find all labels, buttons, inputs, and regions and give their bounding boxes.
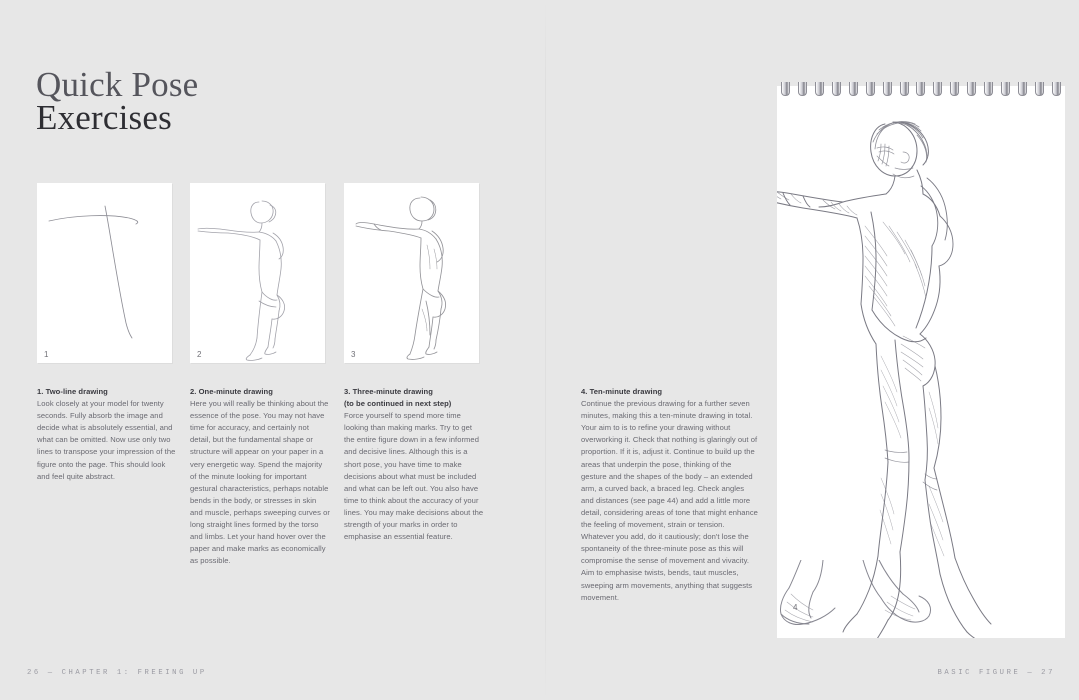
caption-heading-3-continued: (to be continued in next step) bbox=[344, 399, 452, 409]
page-gutter bbox=[545, 0, 546, 700]
thumbnail-panel-2[interactable] bbox=[190, 183, 325, 363]
caption-heading-4: 4. Ten-minute drawing bbox=[581, 387, 663, 396]
panel-number-3: 3 bbox=[351, 350, 356, 359]
panel-number-2: 2 bbox=[197, 350, 202, 359]
sketchpad-number-4: 4 bbox=[793, 603, 798, 612]
panel-number-1: 1 bbox=[44, 350, 49, 359]
two-line-sketch-icon bbox=[37, 183, 172, 363]
page-title bbox=[36, 65, 456, 137]
caption-heading-1: 1. Two-line drawing bbox=[37, 387, 108, 396]
page-title-line-2: Exercises bbox=[36, 98, 172, 137]
caption-heading-3: 3. Three-minute drawing bbox=[344, 387, 433, 396]
three-minute-figure-sketch-icon bbox=[344, 183, 479, 363]
sketchpad-page bbox=[777, 86, 1065, 638]
caption-column-2 bbox=[190, 386, 330, 567]
caption-body-1: Look closely at your model for twenty seconds. Fully absorb the image and decide what is absolutely essential, and what can be omitted. Now use only two lines to transpose your impression of the figure onto the page. This should look and feel quite abstract. bbox=[37, 399, 176, 481]
ten-minute-figure-sketch-icon bbox=[777, 86, 1065, 638]
thumbnail-panel-3[interactable] bbox=[344, 183, 479, 363]
thumbnail-panel-1[interactable] bbox=[37, 183, 172, 363]
footer-left: 26 — CHAPTER 1: FREEING UP bbox=[27, 669, 207, 677]
caption-body-3: Force yourself to spend more time looking than making marks. Try to get the entire figure down in a few informed and decisive lines. Although this is a short pose, you have time to make decisions about what must be included and what can be left out. You also have time to think about the accuracy of your lines. You may make decisions about the strength of your marks in order to emphasise an essential feature. bbox=[344, 411, 484, 542]
caption-column-4 bbox=[581, 386, 759, 604]
one-minute-figure-sketch-icon bbox=[190, 183, 325, 363]
page-title-line-1: Quick Pose bbox=[36, 65, 199, 104]
caption-body-4: Continue the previous drawing for a further seven minutes, making this a ten-minute drawing in total. Your aim to is to refine your drawing without overworking it. Check that nothing is glaringly out of proportion. If it is, adjust it. Continue to build up the areas that underpin the pose, thinking of the gesture and the shapes of the body – an extended arm, a curved back, a braced leg. Check angles and distances (see page 44) and add a little more detail, considering areas of tone that might enhance the feeling of movement, strain or tension. Whatever you add, do it cautiously; don't lose the spontaneity of the three-minute pose as this will compromise the sense of movement and vivacity. Aim to emphasise twists, bends, taut muscles, sweeping arm movements, anything that suggests movement. bbox=[581, 399, 758, 602]
caption-body-2: Here you will really be thinking about the essence of the pose. You may not have time for accuracy, and certainly not detail, but the fundamental shape or structure will appear on your paper in a very energetic way. Spend the majority of the minute looking for important gestural characteristics, perhaps notable bends in the body, or stresses in skin and muscle, perhaps sweeping curves or long straight lines formed by the torso and limbs. Let your hand hover over the paper and make marks as economically as possible. bbox=[190, 399, 330, 566]
footer-right: BASIC FIGURE — 27 bbox=[937, 669, 1055, 677]
caption-column-3 bbox=[344, 386, 484, 543]
caption-column-1 bbox=[37, 386, 177, 483]
caption-heading-2: 2. One-minute drawing bbox=[190, 387, 273, 396]
